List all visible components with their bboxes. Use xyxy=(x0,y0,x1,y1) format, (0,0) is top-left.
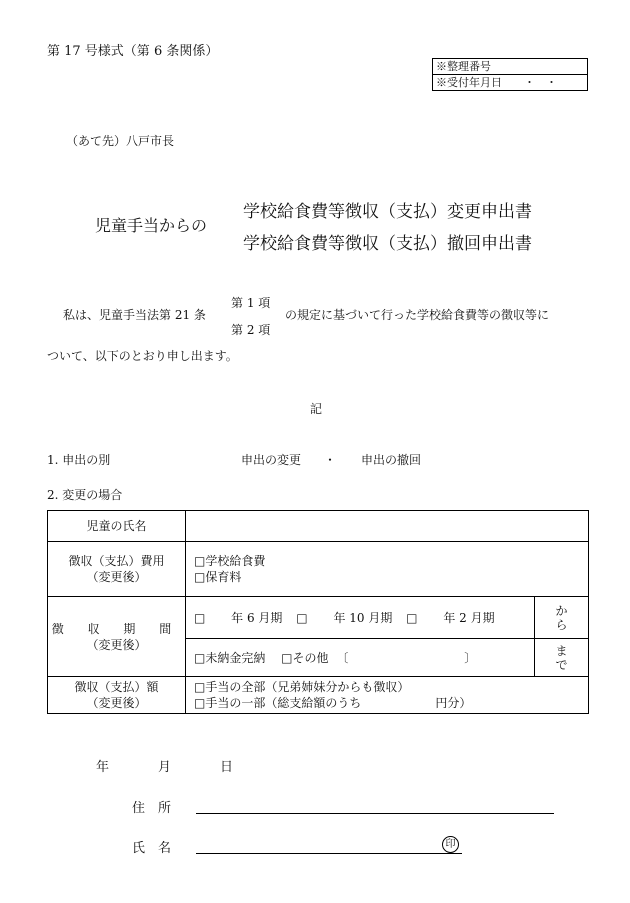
period-june: 年 6 月期 xyxy=(231,610,283,625)
title-change: 学校給食費等徴収（支払）変更申出書 xyxy=(243,202,532,222)
bracket-open: 〔 xyxy=(336,650,349,665)
seal-icon: 印 xyxy=(442,836,459,853)
row-amount xyxy=(48,677,589,714)
row-period-from xyxy=(48,597,589,639)
body-line2: ついて、以下のとおり申し出ます。 xyxy=(47,349,238,363)
period-from-options xyxy=(186,597,535,639)
child-name-label: 児童の氏名 xyxy=(48,511,186,542)
management-number-field: ※整理番号 xyxy=(436,60,491,73)
period-october: 年 10 月期 xyxy=(333,610,393,625)
option-school-lunch[interactable]: □学校給食費 xyxy=(194,554,266,568)
section1-label: 1. 申出の別 xyxy=(47,453,111,467)
checkbox-october[interactable]: □ xyxy=(296,610,308,625)
body-continuation: の規定に基づいて行った学校給食費等の徴収等に xyxy=(285,308,550,322)
checkbox-june[interactable]: □ xyxy=(194,610,206,625)
change-details-table xyxy=(47,510,589,714)
address-label: 住 所 xyxy=(132,801,172,816)
yen-suffix: 円分） xyxy=(435,696,472,710)
option-full-allowance[interactable]: □手当の全部（兄弟姉妹分からも徴収） xyxy=(194,680,410,694)
date-day: 日 xyxy=(220,760,234,775)
clause-1: 第 1 項 xyxy=(231,296,271,310)
name-label: 氏 名 xyxy=(132,841,172,856)
amount-options xyxy=(186,677,589,714)
until-label: まで xyxy=(534,639,588,677)
option-separator: ・ xyxy=(324,453,337,467)
ki-heading: 記 xyxy=(310,402,323,416)
option-other[interactable]: □その他 xyxy=(281,650,329,665)
option-withdraw[interactable]: 申出の撤回 xyxy=(361,453,422,467)
amount-label: 徴収（支払）額 （変更後） xyxy=(48,677,186,714)
date-month: 月 xyxy=(158,760,172,775)
checkbox-february[interactable]: □ xyxy=(406,610,418,625)
body-intro: 私は、児童手当法第 21 条 xyxy=(63,308,206,322)
clause-2: 第 2 項 xyxy=(231,323,271,337)
period-label: 徴 収 期 間 （変更後） xyxy=(48,597,186,677)
option-childcare-fee[interactable]: □保育料 xyxy=(194,570,242,584)
name-input-line[interactable] xyxy=(196,853,462,854)
title-prefix: 児童手当からの xyxy=(95,216,208,235)
title-withdraw: 学校給食費等徴収（支払）撤回申出書 xyxy=(243,234,532,254)
period-february: 年 2 月期 xyxy=(443,610,495,625)
bracket-close: 〕 xyxy=(464,650,477,665)
address-input-line[interactable] xyxy=(196,813,554,814)
row-cost xyxy=(48,542,589,597)
section2-label: 2. 変更の場合 xyxy=(47,488,123,502)
received-date-field: ※受付年月日 ・ ・ xyxy=(433,74,587,90)
row-child-name xyxy=(48,511,589,542)
addressee: （あて先）八戸市長 xyxy=(66,134,175,148)
cost-options xyxy=(186,542,589,597)
option-partial-allowance[interactable]: □手当の一部（総支給額のうち 円分） xyxy=(194,696,472,710)
period-until-options xyxy=(186,639,535,677)
child-name-input[interactable] xyxy=(186,511,589,542)
option-unpaid-settled[interactable]: □未納金完納 xyxy=(194,650,266,665)
option-change[interactable]: 申出の変更 xyxy=(241,453,302,467)
receipt-box xyxy=(432,58,588,91)
form-number: 第 17 号様式（第 6 条関係） xyxy=(47,44,219,59)
cost-label: 徴収（支払）費用 （変更後） xyxy=(48,542,186,597)
date-year: 年 xyxy=(96,760,110,775)
from-label: から xyxy=(534,597,588,639)
